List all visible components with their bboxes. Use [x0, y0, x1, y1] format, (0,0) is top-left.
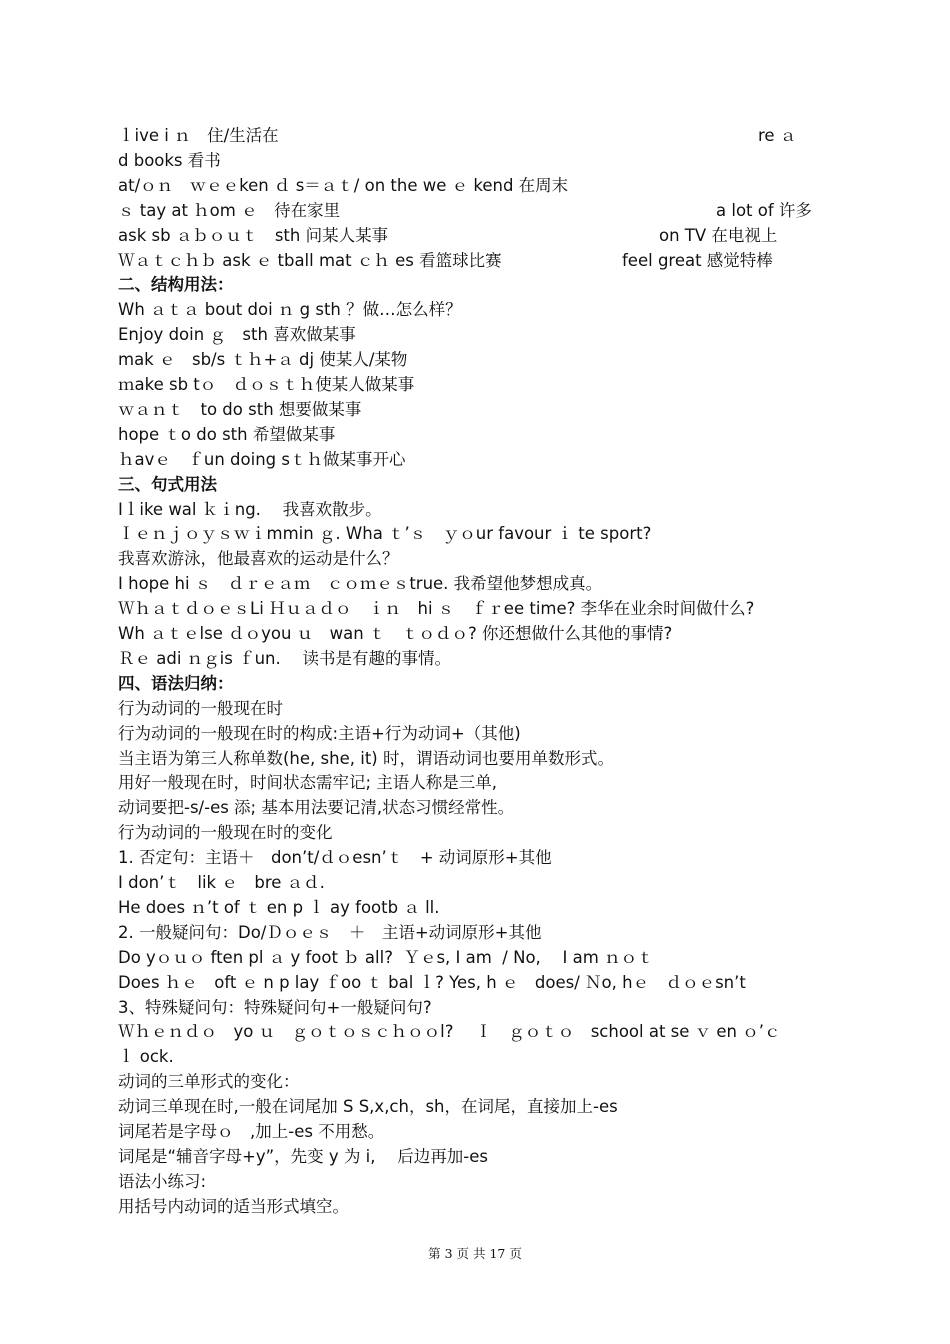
- text-line: ｈavｅ ｆun doing sｔｈ做某事开心: [118, 449, 406, 469]
- text-line: 词尾若是字母ｏ ,加上-es 不用愁。: [118, 1122, 385, 1141]
- text-line: I hope hi ｓ ｄｒｅａｍ ｃｏｍｅｓtrue. 我希望他梦想成真。: [118, 574, 603, 594]
- text-line: I don’ｔ lik ｅ bre ａｄ.: [118, 873, 325, 892]
- vocab-line-left: d books 看书: [118, 150, 221, 170]
- text-line: 2. 一般疑问句：Do/Ｄｏｅｓ ＋ 主语+动词原形+其他: [118, 922, 542, 942]
- text-line: 行为动词的一般现在时: [118, 698, 283, 718]
- vocab-line-right: re ａ: [758, 126, 797, 145]
- text-line: 我喜欢游泳，他最喜欢的运动是什么？: [118, 549, 399, 569]
- text-line: 行为动词的一般现在时的构成:主语+行为动词+（其他): [118, 723, 521, 743]
- text-line: 用括号内动词的适当形式填空。: [118, 1196, 349, 1216]
- text-line: 3、特殊疑问句：特殊疑问句+一般疑问句?: [118, 997, 432, 1017]
- text-line: He does ｎ’t of ｔ en p ｌ ay footb ａ ll.: [118, 897, 440, 917]
- vocab-line-left: at/ｏｎ ｗｅｅken ｄ s＝ａｔ/ on the we ｅ kend 在周末: [118, 175, 569, 195]
- text-line: Wh ａｔａ bout doi ｎ g sth ？做…怎么样？: [118, 300, 462, 320]
- text-line: 用好一般现在时，时间状态需牢记; 主语人称是三单,: [118, 773, 498, 793]
- vocab-line-left: ｓ tay at ｈom ｅ 待在家里: [118, 200, 341, 220]
- section-heading: 二、结构用法：: [118, 275, 234, 295]
- text-line: Ｒｅ adi ｎｇis ｆun. 读书是有趣的事情。: [118, 648, 451, 668]
- text-line: Do yｏｕｏ ften pl ａ y foot ｂ all? Ｙｅs, I am / No, I am ｎｏｔ: [118, 947, 654, 967]
- text-line: 当主语为第三人称单数(he, she, it) 时，谓语动词也要用单数形式。: [118, 748, 614, 768]
- vocab-line-left: ｌive i ｎ 住/生活在: [118, 126, 279, 145]
- text-line: 语法小练习:: [118, 1171, 207, 1191]
- text-line: 动词三单现在时,一般在词尾加 S S,x,ch，sh，在词尾，直接加上-es: [118, 1097, 618, 1117]
- vocab-line-right: a lot of 许多: [716, 200, 812, 220]
- page-footer: 第 3 页 共 17 页: [428, 1246, 522, 1261]
- text-line: 动词的三单形式的变化：: [118, 1072, 300, 1092]
- vocab-line-left: ask sb ａｂｏｕｔ sth 问某人某事: [118, 225, 389, 245]
- vocab-line-right: on TV 在电视上: [659, 225, 778, 245]
- text-line: ｌ ock.: [118, 1047, 174, 1067]
- text-line: Does ｈｅ oft ｅ n p lay ｆoo ｔ bal ｌ? Yes, h ｅ does/ Ｎo, hｅ ｄｏｅsn’t: [118, 972, 746, 992]
- text-line: 动词要把-s/-es 添; 基本用法要记清,状态习惯经常性。: [118, 798, 515, 818]
- text-line: Ｉｅｎｊｏｙｓｗｉmmin ｇ. Wha ｔ’ｓ ｙｏur favour ｉ te sport?: [118, 524, 652, 544]
- text-line: 词尾是“辅音字母+y”，先变 y 为 i, 后边再加-es: [118, 1146, 488, 1166]
- text-line: Wh ａｔｅlse ｄｏyou ｕ wan ｔ ｔｏｄｏ? 你还想做什么其他的事情?: [118, 624, 673, 643]
- text-line: 行为动词的一般现在时的变化: [118, 823, 333, 843]
- text-line: Ｗｈｅｎｄｏ yo ｕ ｇｏｔｏｓｃｈｏｏl? Ｉ ｇｏｔｏ school at se ｖ en ｏ’ｃ: [118, 1022, 781, 1042]
- text-line: Enjoy doin ｇ sth 喜欢做某事: [118, 325, 356, 345]
- text-line: 1. 否定句：主语＋ don’t/ｄｏesn’ｔ + 动词原形+其他: [118, 848, 552, 868]
- section-heading: 三、句式用法: [118, 474, 217, 494]
- vocab-line-left: Ｗａｔｃｈｂ ask ｅ tball mat ｃｈ es 看篮球比赛: [118, 250, 502, 270]
- text-line: mak ｅ sb/s ｔｈ+ａ dj 使某人/某物: [118, 350, 408, 370]
- text-line: hope ｔo do sth 希望做某事: [118, 424, 336, 444]
- section-heading: 四、语法归纳：: [118, 673, 234, 693]
- text-line: ｍake sb tｏ ｄｏｓｔｈ使某人做某事: [118, 375, 415, 394]
- text-line: ＷｈａｔｄｏｅｓLi Ｈｕａｄｏ ｉｎ hi ｓ ｆｒee time? 李华在业余时间做什么?: [118, 599, 755, 619]
- vocab-line-right: feel great 感觉特棒: [622, 250, 773, 270]
- text-line: ｗａｎｔ to do sth 想要做某事: [118, 399, 362, 419]
- text-line: Iｌike wal ｋｉng. 我喜欢散步。: [118, 499, 382, 519]
